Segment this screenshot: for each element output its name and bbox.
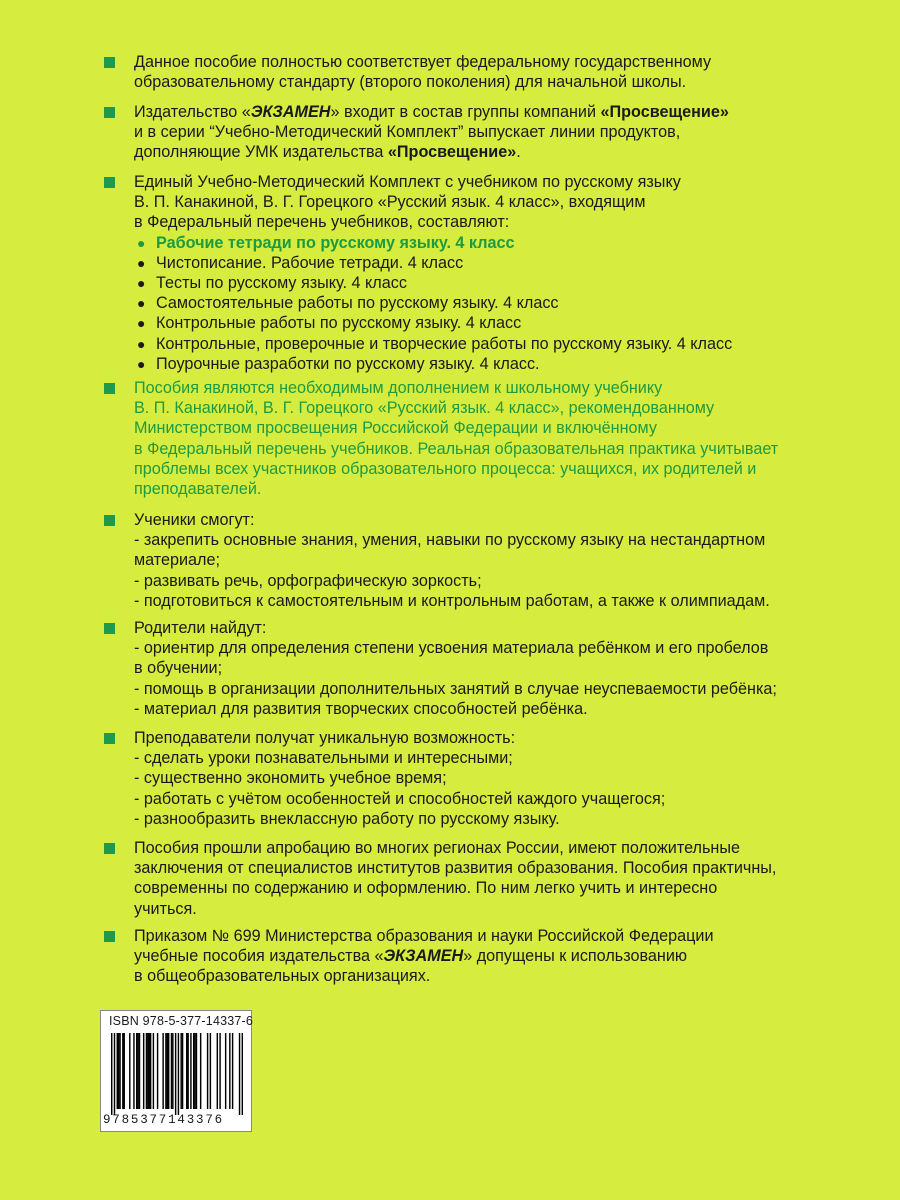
section-teachers-text: [134, 728, 854, 829]
text-line: - ориентир для определения степени усвоения материала ребёнком и его пробелов: [134, 639, 769, 658]
section-parents-text: [134, 618, 854, 719]
text-fragment: Издательство «: [134, 103, 251, 121]
item-text: Самостоятельные работы по русскому языку. 4 класс: [156, 294, 559, 313]
barcode-bar: [219, 1033, 220, 1109]
text-line: - помощь в организации дополнительных занятий в случае неуспеваемости ребёнка;: [134, 679, 777, 698]
text-line: проблемы всех участников образовательного процесса: учащихся, их родителей и: [134, 459, 757, 478]
barcode-bar: [232, 1033, 233, 1109]
barcode-bar: [167, 1033, 168, 1109]
text-line: Пособия прошли апробацию во многих регионах России, имеют положительные: [134, 839, 740, 857]
barcode-bar: [229, 1033, 230, 1109]
item-text: Чистописание. Рабочие тетради. 4 класс: [156, 253, 464, 272]
text-line: в обучении;: [134, 659, 223, 678]
bullet-square: [104, 515, 115, 526]
barcode-bar: [150, 1033, 151, 1109]
text-line: В. П. Канакиной, В. Г. Горецкого «Русский язык. 4 класс», рекомендованному: [134, 399, 715, 418]
bullet-square: [104, 57, 115, 68]
publisher-name: ЭКЗАМЕН: [250, 103, 331, 121]
bullet-dot: ●: [137, 355, 146, 372]
text-line: - существенно экономить учебное время;: [134, 769, 447, 788]
text-line: современны по содержанию и оформлению. По ним легко учить и интересно: [134, 879, 718, 898]
barcode-bar: [165, 1033, 166, 1109]
text-line: Данное пособие полностью соответствует федеральному государственному: [134, 53, 712, 71]
umk-list-item: [134, 273, 854, 293]
umk-list-item: [134, 233, 854, 253]
barcode-bar: [114, 1033, 115, 1115]
barcode-bar: [168, 1033, 169, 1109]
text-line: [134, 142, 854, 162]
umk-list-item: [134, 253, 854, 273]
barcode-bar: [162, 1033, 163, 1109]
item-text: Контрольные, проверочные и творческие работы по русскому языку. 4 класс: [156, 334, 733, 353]
isbn-label: ISBN 978-5-377-14337-6: [109, 1014, 254, 1028]
text-line: Преподаватели получат уникальную возможность:: [134, 729, 516, 747]
bullet-square: [104, 931, 115, 942]
text-line: - развивать речь, орфографическую зоркость;: [134, 571, 482, 590]
item-text: Контрольные работы по русскому языку. 4 класс: [156, 314, 522, 333]
bullet-dot: ●: [137, 234, 146, 251]
text-line: - сделать уроки познавательными и интересными;: [134, 749, 513, 768]
text-line: - материал для развития творческих способностей ребёнка.: [134, 699, 588, 718]
text-line: образовательному стандарту (второго поколения) для начальной школы.: [134, 73, 687, 92]
barcode-bar: [118, 1033, 119, 1109]
bullet-dot: ●: [137, 275, 146, 292]
bullet-square: [104, 733, 115, 744]
barcode-bar: [194, 1033, 195, 1109]
company-name: «Просвещение»: [600, 103, 729, 121]
item-text: Поурочные разработки по русскому языку. 4 класс.: [156, 354, 540, 373]
barcode-bar: [196, 1033, 197, 1109]
section-order-text: [134, 926, 854, 987]
barcode-bar: [200, 1033, 201, 1109]
barcode-bar: [242, 1033, 243, 1115]
bullet-dot: ●: [137, 315, 146, 332]
barcode-bar: [187, 1033, 188, 1109]
text-line: Ученики смогут:: [134, 511, 255, 529]
barcode-bar: [136, 1033, 137, 1109]
barcode-bar: [175, 1033, 176, 1115]
barcode: [111, 1033, 243, 1115]
barcode-bar: [143, 1033, 144, 1109]
bullet-square: [104, 177, 115, 188]
barcode-number: 9785377143376: [103, 1113, 224, 1127]
barcode-bar: [186, 1033, 187, 1109]
umk-list-item: [134, 293, 854, 313]
barcode-bar: [180, 1033, 181, 1109]
section-umk-text: [134, 172, 854, 374]
item-text: Рабочие тетради по русскому языку. 4 класс: [156, 233, 515, 252]
text-line: Пособия являются необходимым дополнением к школьному учебнику: [134, 379, 663, 397]
company-name: «Просвещение»: [387, 143, 517, 162]
barcode-bar: [111, 1033, 112, 1115]
text-line: Приказом № 699 Министерства образования и науки Российской Федерации: [134, 927, 714, 945]
text-line: В. П. Канакиной, В. Г. Горецкого «Русский язык. 4 класс», входящим: [134, 193, 646, 212]
bullet-square: [104, 383, 115, 394]
barcode-bar: [117, 1033, 118, 1109]
barcode-bar: [146, 1033, 147, 1109]
bullet-square: [104, 107, 115, 118]
isbn-barcode-box: [100, 1010, 252, 1132]
bullet-dot: ●: [137, 335, 146, 352]
text-line: [134, 946, 854, 966]
barcode-bar: [153, 1033, 154, 1109]
barcode-bar: [133, 1033, 134, 1109]
text-line: Единый Учебно-Методический Комплект с учебником по русскому языку: [134, 173, 681, 191]
barcode-bar: [207, 1033, 208, 1109]
text-line: [134, 102, 854, 122]
text-line: - подготовиться к самостоятельным и контрольным работам, а также к олимпиадам.: [134, 591, 770, 610]
text-line: заключения от специалистов институтов развития образования. Пособия практичны,: [134, 859, 777, 878]
barcode-bar: [210, 1033, 211, 1109]
section-students-text: [134, 510, 854, 611]
barcode-bar: [157, 1033, 158, 1109]
text-line: в Федеральный перечень учебников. Реальная образовательная практика учитывает: [134, 439, 779, 458]
barcode-bar: [193, 1033, 194, 1109]
section-fgos-text: [134, 52, 854, 92]
text-line: Родители найдут:: [134, 619, 267, 637]
barcode-bar: [119, 1033, 120, 1109]
text-line: в Федеральный перечень учебников, составляют:: [134, 213, 510, 232]
umk-list-item: [134, 334, 854, 354]
barcode-bar: [190, 1033, 191, 1109]
bullet-dot: ●: [137, 254, 146, 271]
barcode-bar: [182, 1033, 183, 1109]
item-text: Тесты по русскому языку. 4 класс: [156, 274, 407, 293]
text-line: - работать с учётом особенностей и способностей каждого учащегося;: [134, 789, 666, 808]
barcode-bar: [171, 1033, 172, 1109]
barcode-bar: [172, 1033, 173, 1109]
text-line: - закрепить основные знания, умения, навыки по русскому языку на нестандартном: [134, 531, 766, 550]
barcode-bar: [239, 1033, 240, 1115]
barcode-bar: [178, 1033, 179, 1115]
bullet-dot: ●: [137, 295, 146, 312]
text-fragment: » входит в состав группы компаний: [330, 103, 601, 121]
barcode-bar: [147, 1033, 148, 1109]
publisher-name: ЭКЗАМЕН: [383, 947, 464, 966]
bullet-square: [104, 843, 115, 854]
umk-list-item: [134, 354, 854, 374]
text-fragment: » допущены к использованию: [463, 947, 687, 966]
section-publisher-text: [134, 102, 854, 163]
barcode-bar: [122, 1033, 123, 1109]
barcode-bar: [149, 1033, 150, 1109]
text-line: и в серии “Учебно-Методический Комплект” выпускает линии продуктов,: [134, 123, 681, 142]
text-fragment: учебные пособия издательства «: [134, 947, 384, 966]
text-line: - разнообразить внеклассную работу по русскому языку.: [134, 809, 560, 828]
text-line: учиться.: [134, 899, 197, 918]
text-line: материале;: [134, 551, 221, 570]
section-recommendation-text: [134, 378, 854, 499]
barcode-bar: [217, 1033, 218, 1109]
text-fragment: дополняющие УМК издательства: [134, 143, 388, 162]
barcode-bar: [124, 1033, 125, 1109]
barcode-bar: [139, 1033, 140, 1109]
text-fragment: .: [516, 143, 521, 162]
umk-list-item: [134, 313, 854, 333]
bullet-square: [104, 623, 115, 634]
barcode-bar: [225, 1033, 226, 1109]
text-line: в общеобразовательных организациях.: [134, 967, 431, 986]
barcode-bar: [137, 1033, 138, 1109]
text-line: Министерством просвещения Российской Федерации и включённому: [134, 419, 657, 438]
text-line: преподавателей.: [134, 480, 262, 499]
section-approval-text: [134, 838, 854, 919]
barcode-bar: [129, 1033, 130, 1109]
